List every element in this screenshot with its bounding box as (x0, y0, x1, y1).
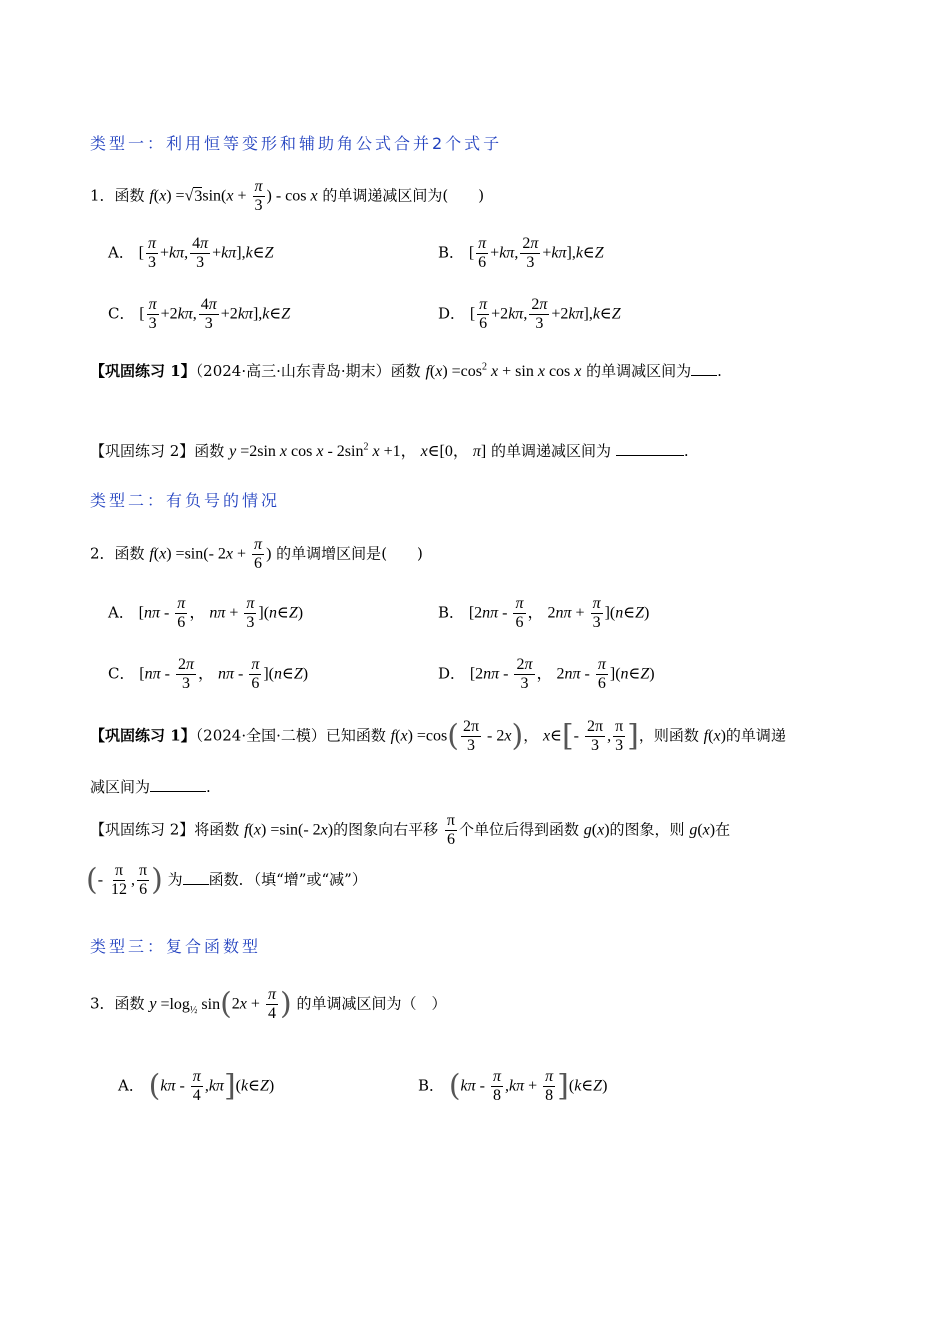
practice-1-2: 【巩固练习 2】函数 y =2sin x cos x - $2\sin^2$ x +1， x∈[0， π] 的单调递减区间为 . (90, 441, 689, 460)
question-1-option-d[interactable]: D． [ $\frac{\pi}{6}$ +2kπ, $\frac{2\pi}{3}$ +2kπ],k∈Z (438, 296, 621, 332)
practice-2-1: 【巩固练习 1】（2024·全国·二模）已知函数 f(x) =cos( $\frac{2\pi}{3}$ - 2x)， x∈[- $\frac{2\pi}{3}$ , $\frac{\pi}{3}$ ]，则函数 f(x)的单调递 (90, 718, 786, 754)
answer-blank[interactable] (150, 791, 206, 792)
question-2-option-a[interactable]: A． [nπ - $\frac{\pi}{6}$ ， nπ + $\frac{\pi}{3}$ ](n∈Z) (108, 595, 304, 631)
practice-2-2-line2: (- $\frac{\pi}{12}$ , $\frac{\pi}{6}$ ) 为 函数．（填“增”或“减”） (86, 862, 367, 898)
question-1: 1．函数 f(x) =√3sin(x + $\frac{\pi}{3}$ ) - cos x 的单调递减区间为( ) (90, 178, 485, 214)
question-1-stem: 1．函数 (90, 186, 145, 205)
section-heading-1: 类型一：利用恒等变形和辅助角公式合并2个式子 (90, 134, 503, 153)
question-1-option-a[interactable]: A． [ $\frac{\pi}{3}$ +kπ, $\frac{4\pi}{3}$ +kπ],k∈Z (108, 235, 274, 271)
answer-blank[interactable] (691, 375, 717, 376)
question-3-option-b[interactable]: B． (kπ - $\frac{\pi}{8}$ ,kπ + $\frac{\pi}{8}$ ](k∈Z) (418, 1068, 608, 1104)
question-2-option-d[interactable]: D． [2nπ - $\frac{2\pi}{3}$ ， 2nπ - $\frac{\pi}{6}$ ](n∈Z) (438, 656, 655, 692)
answer-blank[interactable] (616, 455, 684, 456)
section-heading-2: 类型二：有负号的情况 (90, 491, 281, 510)
question-3: 3．函数 $y =\log_{\frac{1}{2}}$ sin(2x + $\frac{\pi}{4}$ ) 的单调减区间为（ ） (90, 986, 447, 1022)
question-1-option-c[interactable]: C． [ $\frac{\pi}{3}$ +2kπ, $\frac{4\pi}{3}$ +2kπ],k∈Z (108, 296, 291, 332)
practice-2-2: 【巩固练习 2】将函数 f(x) =sin(- 2x)的图象向右平移 $\frac{\pi}{6}$ 个单位后得到函数 g(x)的图象，则 g(x)在 (90, 812, 731, 848)
answer-blank[interactable] (183, 884, 209, 885)
section-heading-3: 类型三：复合函数型 (90, 937, 262, 956)
practice-1-1: 【巩固练习 1】（2024·高三·山东青岛·期末）函数 $f(x) =\cos^2$ x + sin x cos x 的单调减区间为 . (90, 361, 722, 380)
question-1-option-b[interactable]: B． [ $\frac{\pi}{6}$ +kπ, $\frac{2\pi}{3}$ +kπ],k∈Z (438, 235, 604, 271)
question-1-tail: 的单调递减区间为 (322, 186, 443, 205)
question-2-option-b[interactable]: B． [2nπ - $\frac{\pi}{6}$ ， 2nπ + $\frac{\pi}{3}$ ](n∈Z) (438, 595, 650, 631)
question-2-option-c[interactable]: C． [nπ - $\frac{2\pi}{3}$ ， nπ - $\frac{\pi}{6}$ ](n∈Z) (108, 656, 309, 692)
practice-2-1-line2: 减区间为 . (90, 778, 211, 796)
question-2: 2．函数 f(x) =sin(- 2x + $\frac{\pi}{6}$ ) 的单调增区间是( ) (90, 536, 423, 572)
question-3-option-a[interactable]: A． (kπ - $\frac{\pi}{4}$ ,kπ](k∈Z) (118, 1068, 275, 1104)
